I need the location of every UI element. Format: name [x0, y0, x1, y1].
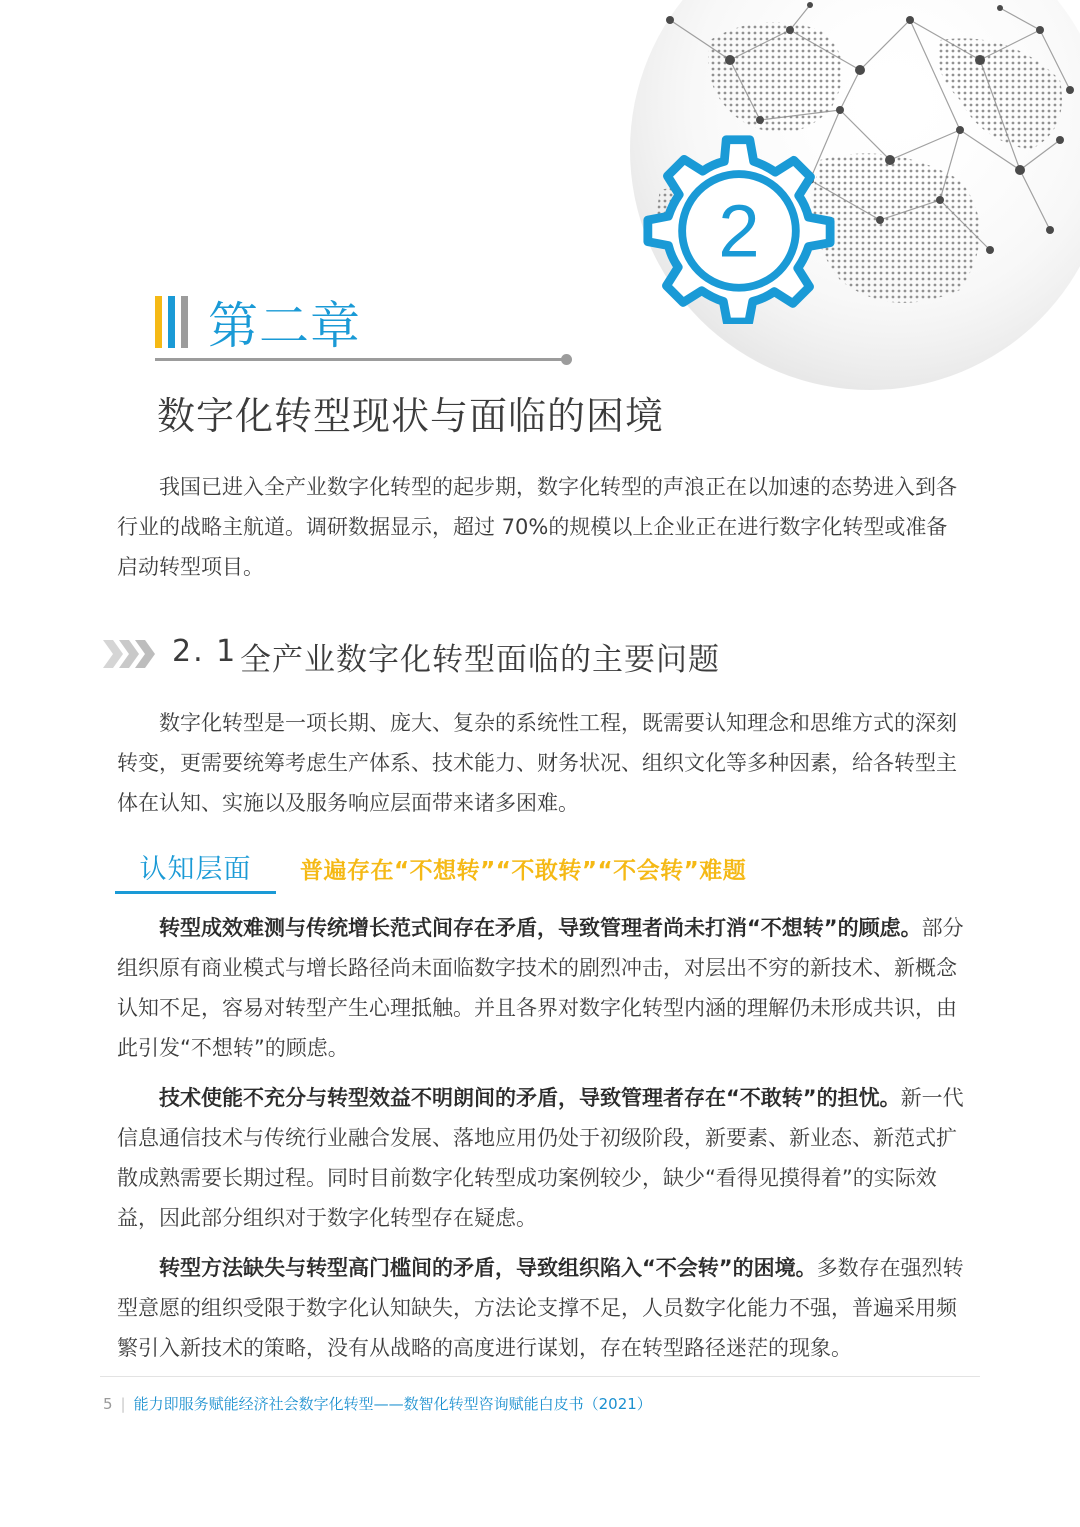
cognition-item-3	[117, 1248, 967, 1368]
cognition-item-2-body: 新一代信息通信技术与传统行业融合发展、落地应用仍处于初级阶段，新要素、新业态、新范式扩散成熟需要长期过程。同时目前数字化转型成功案例较少，缺少“看得见摸得着”的实际效益，因此部分组织对于数字化转型存在疑虑。	[117, 1086, 964, 1230]
gear-icon	[640, 128, 836, 324]
cognition-item-2	[117, 1078, 967, 1238]
cognition-item-3-body: 多数存在强烈转型意愿的组织受限于数字化认知缺失，方法论支撑不足，人员数字化能力不强，普遍采用频繁引入新技术的策略，没有从战略的高度进行谋划，存在转型路径迷茫的现象。	[117, 1256, 964, 1360]
cognition-item-1	[117, 908, 967, 1068]
chapter-divider	[155, 358, 565, 361]
page-number: 5	[103, 1395, 113, 1413]
cognition-item-3-heading: 转型方法缺失与转型高门槛间的矛盾，导致组织陷入“不会转”的困境。	[159, 1256, 817, 1280]
section-title: 全产业数字化转型面临的主要问题	[240, 642, 720, 678]
section-paragraph: 数字化转型是一项长期、庞大、复杂的系统性工程，既需要认知理念和思维方式的深刻转变，更需要统筹考虑生产体系、技术能力、财务状况、组织文化等多种因素，给各转型主体在认知、实施以及服务响应层面带来诸多困难。	[117, 711, 957, 815]
cognition-item-1-heading: 转型成效难测与传统增长范式间存在矛盾，导致管理者尚未打消“不想转”的顾虑。	[159, 916, 922, 940]
section-number: 2. 1	[172, 634, 238, 669]
footer	[103, 1393, 652, 1414]
intro-paragraph: 我国已进入全产业数字化转型的起步期，数字化转型的声浪正在以加速的态势进入到各行业的战略主航道。调研数据显示，超过 70%的规模以上企业正在进行数字化转型或准备启动转型项目。	[117, 475, 957, 579]
footer-divider	[100, 1376, 980, 1377]
chapter-label: 第二章	[208, 297, 361, 355]
cognition-note: 普遍存在“不想转”“不敢转”“不会转”难题	[300, 858, 747, 884]
chapter-divider-dot	[561, 354, 572, 365]
cognition-tag: 认知层面	[115, 846, 276, 894]
chevron-right-icon	[103, 640, 159, 668]
cognition-item-2-heading: 技术使能不充分与转型效益不明朗间的矛盾，导致管理者存在“不敢转”的担忧。	[159, 1086, 901, 1110]
footer-title: 能力即服务赋能经济社会数字化转型——数智化转型咨询赋能白皮书（2021）	[133, 1395, 652, 1413]
cognition-item-1-body: 部分组织原有商业模式与增长路径尚未面临数字技术的剧烈冲击，对层出不穷的新技术、新概念认知不足，容易对转型产生心理抵触。并且各界对数字化转型内涵的理解仍未形成共识，由此引发“不想转”的顾虑。	[117, 916, 964, 1060]
footer-separator: |	[120, 1395, 126, 1413]
chapter-subtitle: 数字化转型现状与面临的困境	[157, 394, 665, 438]
gear-number: 2	[718, 189, 760, 273]
chapter-marker-bars	[155, 296, 195, 348]
